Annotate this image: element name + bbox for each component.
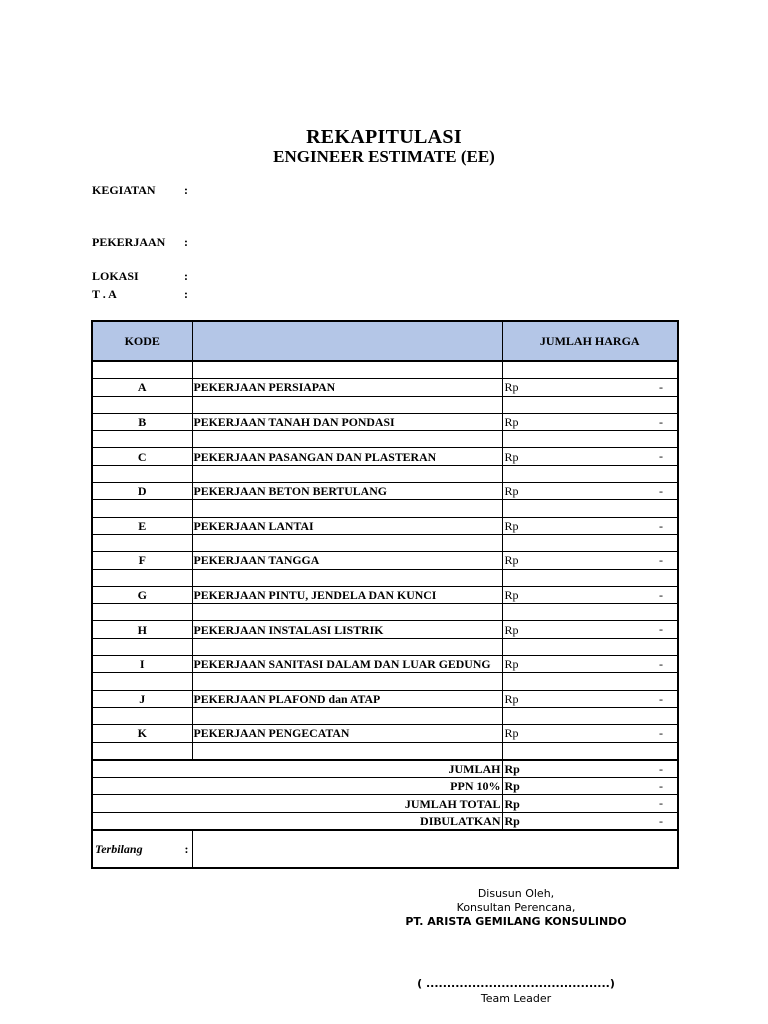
item-amount [502, 448, 678, 465]
item-description: PEKERJAAN BETON BERTULANG [192, 483, 502, 500]
info-label-ta: T . A [92, 287, 117, 301]
item-amount [502, 725, 678, 742]
spacer-row [92, 396, 678, 413]
signature-position: Team Leader [480, 992, 552, 1005]
empty-cell [92, 707, 192, 724]
spacer-row [92, 673, 678, 690]
info-colon: : [184, 235, 188, 249]
currency-label: Rp [504, 657, 519, 672]
item-description: PEKERJAAN TANAH DAN PONDASI [192, 413, 502, 430]
empty-cell [192, 361, 502, 379]
info-colon: : [184, 269, 188, 283]
currency-label: Rp [504, 380, 519, 395]
currency-label: Rp [504, 622, 519, 637]
item-code: H [92, 621, 192, 638]
item-description: PEKERJAAN PENGECATAN [192, 725, 502, 742]
spacer-row [92, 707, 678, 724]
item-description: PEKERJAAN LANTAI [192, 517, 502, 534]
table-row [92, 586, 678, 603]
item-code: D [92, 483, 192, 500]
empty-cell [92, 396, 192, 413]
amount-value: - [659, 622, 663, 637]
table-row [92, 517, 678, 534]
empty-cell [502, 707, 678, 724]
empty-cell [192, 638, 502, 655]
empty-cell [92, 431, 192, 448]
empty-cell [192, 569, 502, 586]
item-code: B [92, 413, 192, 430]
currency-label: Rp [504, 553, 519, 568]
summary-amount [502, 760, 678, 778]
amount-value: - [659, 691, 663, 706]
spacer-row [92, 431, 678, 448]
item-amount [502, 379, 678, 396]
role-org: Konsultan Perencana, [456, 901, 576, 914]
amount-value: - [659, 449, 663, 464]
currency-label: Rp [504, 484, 519, 499]
spacer-row [92, 569, 678, 586]
amount-value: - [659, 761, 663, 776]
currency-label: Rp [504, 796, 520, 811]
table-row [92, 448, 678, 465]
summary-amount [502, 778, 678, 795]
info-colon: : [184, 287, 188, 301]
empty-cell [502, 604, 678, 621]
item-description: PEKERJAAN INSTALASI LISTRIK [192, 621, 502, 638]
amount-value: - [659, 484, 663, 499]
empty-cell [502, 569, 678, 586]
prepared-by: Disusun Oleh, [477, 887, 555, 900]
info-label-kegiatan: KEGIATAN [92, 183, 156, 197]
table-header-row [92, 321, 678, 361]
table-row [92, 552, 678, 569]
item-code: E [92, 517, 192, 534]
spacer-row [92, 638, 678, 655]
spacer-row [92, 742, 678, 760]
table-row [92, 690, 678, 707]
spacer-row [92, 361, 678, 379]
currency-label: Rp [504, 518, 519, 533]
item-amount [502, 621, 678, 638]
spacer-row [92, 534, 678, 551]
summary-amount [502, 812, 678, 830]
info-pekerjaan [92, 235, 188, 250]
empty-cell [502, 465, 678, 482]
empty-cell [192, 396, 502, 413]
currency-label: Rp [504, 779, 520, 794]
table-row [92, 725, 678, 742]
amount-value: - [659, 779, 663, 794]
currency-label: Rp [504, 726, 519, 741]
empty-cell [502, 742, 678, 760]
empty-cell [92, 638, 192, 655]
currency-label: Rp [504, 415, 519, 430]
item-description: PEKERJAAN PLAFOND dan ATAP [192, 690, 502, 707]
spacer-row [92, 604, 678, 621]
estimate-table [91, 320, 679, 869]
info-colon: : [184, 183, 188, 197]
document-subtitle: ENGINEER ESTIMATE (EE) [273, 147, 495, 166]
summary-row [92, 760, 678, 778]
table-row [92, 379, 678, 396]
document-title: REKAPITULASI [306, 126, 462, 148]
amount-value: - [659, 587, 663, 602]
empty-cell [92, 673, 192, 690]
empty-cell [192, 534, 502, 551]
item-description: PEKERJAAN PINTU, JENDELA DAN KUNCI [192, 586, 502, 603]
item-code: A [92, 379, 192, 396]
empty-cell [192, 707, 502, 724]
amount-value: - [659, 726, 663, 741]
summary-label: JUMLAH TOTAL [92, 795, 502, 812]
item-code: I [92, 656, 192, 673]
item-amount [502, 517, 678, 534]
empty-cell [92, 742, 192, 760]
summary-label: JUMLAH [92, 760, 502, 778]
table-row [92, 621, 678, 638]
item-description: PEKERJAAN TANGGA [192, 552, 502, 569]
table-row [92, 483, 678, 500]
empty-cell [92, 604, 192, 621]
empty-cell [192, 742, 502, 760]
item-description: PEKERJAAN PERSIAPAN [192, 379, 502, 396]
info-lokasi [92, 269, 188, 284]
info-label-pekerjaan: PEKERJAAN [92, 235, 166, 249]
empty-cell [192, 500, 502, 517]
summary-row [92, 778, 678, 795]
summary-row [92, 812, 678, 830]
amount-value: - [659, 518, 663, 533]
amount-value: - [659, 813, 663, 828]
spacer-row [92, 465, 678, 482]
header-amount: JUMLAH HARGA [502, 321, 678, 361]
item-amount [502, 413, 678, 430]
empty-cell [92, 361, 192, 379]
empty-cell [192, 604, 502, 621]
empty-cell [502, 361, 678, 379]
signature-block [380, 887, 652, 929]
item-code: J [92, 690, 192, 707]
info-ta [92, 287, 188, 302]
empty-cell [192, 465, 502, 482]
info-label-lokasi: LOKASI [92, 269, 139, 283]
amount-value: - [659, 553, 663, 568]
item-code: G [92, 586, 192, 603]
terbilang-label-cell [92, 830, 192, 868]
header-description [192, 321, 502, 361]
amount-value: - [659, 657, 663, 672]
currency-label: Rp [504, 691, 519, 706]
signature-name-blank: ( ............................................) [417, 977, 615, 990]
info-kegiatan [92, 183, 188, 198]
table-row [92, 656, 678, 673]
spacer-row [92, 500, 678, 517]
empty-cell [502, 673, 678, 690]
amount-value: - [659, 380, 663, 395]
currency-label: Rp [504, 449, 519, 464]
summary-amount [502, 795, 678, 812]
item-amount [502, 552, 678, 569]
summary-label: DIBULATKAN [92, 812, 502, 830]
empty-cell [502, 500, 678, 517]
terbilang-colon: : [184, 842, 189, 857]
item-amount [502, 483, 678, 500]
table-row [92, 413, 678, 430]
amount-value: - [659, 796, 663, 811]
terbilang-row [92, 830, 678, 868]
terbilang-value [192, 830, 678, 868]
item-code: C [92, 448, 192, 465]
empty-cell [192, 431, 502, 448]
currency-label: Rp [504, 588, 519, 602]
item-code: F [92, 552, 192, 569]
company-name: PT. ARISTA GEMILANG KONSULINDO [405, 915, 627, 928]
empty-cell [502, 396, 678, 413]
empty-cell [92, 500, 192, 517]
item-description: PEKERJAAN SANITASI DALAM DAN LUAR GEDUNG [192, 656, 502, 673]
empty-cell [192, 673, 502, 690]
empty-cell [502, 638, 678, 655]
summary-row [92, 795, 678, 812]
currency-label: Rp [504, 761, 520, 776]
amount-value: - [659, 414, 663, 429]
item-amount [502, 690, 678, 707]
item-description: PEKERJAAN PASANGAN DAN PLASTERAN [192, 448, 502, 465]
empty-cell [92, 534, 192, 551]
header-code: KODE [92, 321, 192, 361]
item-code: K [92, 725, 192, 742]
empty-cell [92, 465, 192, 482]
item-amount [502, 586, 678, 603]
empty-cell [502, 534, 678, 551]
item-amount [502, 656, 678, 673]
empty-cell [502, 431, 678, 448]
currency-label: Rp [504, 813, 520, 828]
empty-cell [92, 569, 192, 586]
summary-label: PPN 10% [92, 778, 502, 795]
terbilang-label: Terbilang [95, 842, 143, 857]
